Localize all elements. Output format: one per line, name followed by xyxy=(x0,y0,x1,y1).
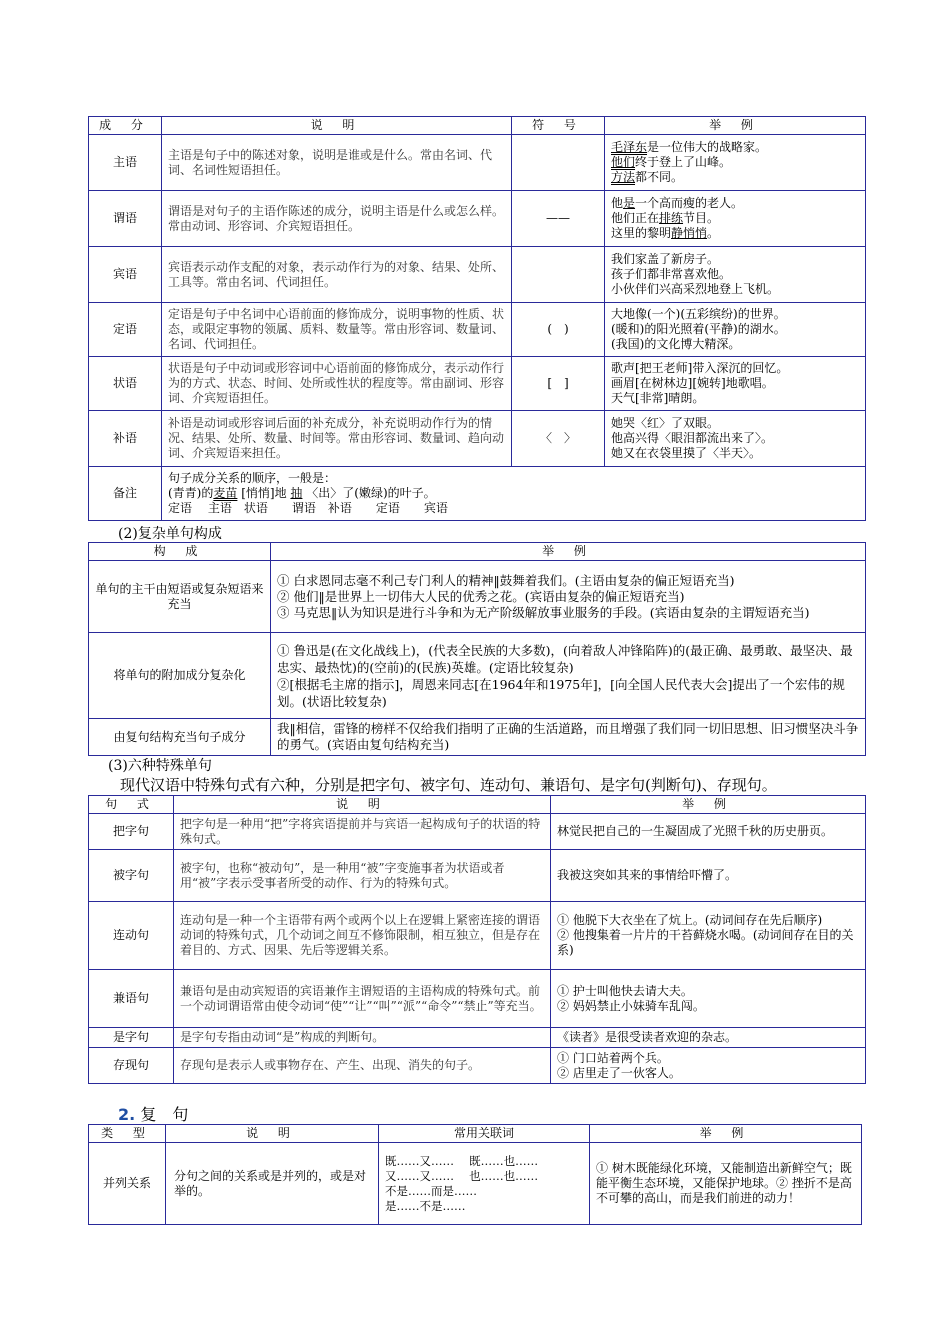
component-symbol: [ ] xyxy=(512,357,605,411)
compound-sentence-table xyxy=(88,1124,862,1225)
table-row xyxy=(89,357,866,411)
table-row xyxy=(89,411,866,467)
pattern-desc: 被字句，也称“被动句”，是一种用“被”字变施事者为状语或者用“被”字表示受事者所受的动作、行为的特殊句式。 xyxy=(174,850,551,902)
pattern-desc: 连动句是一种一个主语带有两个或两个以上在逻辑上紧密连接的谓语动词的特殊句式，几个动词之间互不修饰限制，相互独立，但是存在着目的、方式、因果、先后等逻辑关系。 xyxy=(174,902,551,970)
construct-example: ① 鲁迅是(在文化战线上)，(代表全民族的大多数)，(向着敌人冲锋陷阵)的(最正确、最勇敢、最坚决、最忠实、最热忱)的(空前)的(民族)英雄。(定语比较复杂) ②[根据毛主席的指示]，周恩来同志[在1964年和1975年]，[向全国人民代表大会]提出了一个宏伟的规划。(状语比较复杂) xyxy=(271,633,866,719)
construct-example: ① 白求恩同志毫不利己专门利人的精神‖鼓舞着我们。(主语由复杂的偏正短语充当) ② 他们‖是世界上一切伟大人民的优秀之花。(宾语由复杂的偏正短语充当) ③ 马克思‖认为知识是进行斗争和为无产阶级解放事业服务的手段。(宾语由复杂的主谓短语充当) xyxy=(271,561,866,633)
table-row xyxy=(89,719,866,756)
special-sentence-table xyxy=(88,795,866,1084)
header-cell: 构 成 xyxy=(89,543,271,561)
table-row xyxy=(89,633,866,719)
component-name: 主语 xyxy=(89,135,162,191)
construct-name: 由复句结构充当句子成分 xyxy=(89,719,271,756)
header-cell: 符 号 xyxy=(512,117,605,135)
header-cell: 常用关联词 xyxy=(379,1125,590,1143)
component-example: 她哭〈红〉了双眼。 他高兴得〈眼泪都流出来了〉。 她又在衣袋里摸了〈半天〉。 xyxy=(605,411,866,467)
component-name: 状语 xyxy=(89,357,162,411)
construct-example: 我‖相信，雷锋的榜样不仅给我们指明了正确的生活道路，而且增强了我们同一切旧思想、旧习惯坚决斗争的勇气。(宾语由复句结构充当) xyxy=(271,719,866,756)
pattern-desc: 是字句专指由动词“是”构成的判断句。 xyxy=(174,1028,551,1048)
table-row xyxy=(89,561,866,633)
component-example: 他是一个高而瘦的老人。 他们正在排练节目。 这里的黎明静悄悄。 xyxy=(605,191,866,247)
pattern-name: 连动句 xyxy=(89,902,174,970)
header-cell: 成 分 xyxy=(89,117,162,135)
header-cell: 说 明 xyxy=(162,117,512,135)
section-title-special: (3)六种特殊单句 xyxy=(108,758,212,774)
table-row xyxy=(89,850,866,902)
section-heading-compound xyxy=(118,1102,188,1125)
relation-words: 既……又…… 既……也…… 又……又…… 也……也…… 不是……而是…… 是……不是…… xyxy=(379,1143,590,1225)
pattern-name: 把字句 xyxy=(89,814,174,850)
component-name: 谓语 xyxy=(89,191,162,247)
header-cell: 句 式 xyxy=(89,796,174,814)
component-desc: 补语是动词或形容词后面的补充成分，补充说明动作行为的情况、结果、处所、数量、时间等。常由形容词、数量词、趋向动词、介宾短语来担任。 xyxy=(162,411,512,467)
section-number: 2. xyxy=(118,1105,136,1124)
component-desc: 定语是句子中名词中心语前面的修饰成分，说明事物的性质、状态，或限定事物的领属、质料、数量等。常由形容词、数量词、名词、代词担任。 xyxy=(162,303,512,357)
relation-desc: 分句之间的关系或是并列的，或是对举的。 xyxy=(166,1143,379,1225)
header-cell: 说 明 xyxy=(166,1125,379,1143)
component-desc: 主语是句子中的陈述对象，说明是谁或是什么。常由名词、代词、名词性短语担任。 xyxy=(162,135,512,191)
pattern-example: 我被这突如其来的事情给吓懵了。 xyxy=(551,850,866,902)
header-cell: 举 例 xyxy=(551,796,866,814)
table-header xyxy=(89,1125,862,1143)
table-row xyxy=(89,247,866,303)
component-symbol: —— xyxy=(512,191,605,247)
table-header xyxy=(89,796,866,814)
table-header xyxy=(89,543,866,561)
pattern-desc: 存现句是表示人或事物存在、产生、出现、消失的句子。 xyxy=(174,1048,551,1084)
pattern-name: 被字句 xyxy=(89,850,174,902)
note-label: 备注 xyxy=(89,467,162,521)
section-heading-text: 复 句 xyxy=(140,1105,189,1124)
table-row xyxy=(89,902,866,970)
pattern-example: 林觉民把自己的一生凝固成了光照千秋的历史册页。 xyxy=(551,814,866,850)
component-example: 毛泽东是一位伟大的战略家。 他们终于登上了山峰。 方法都不同。 xyxy=(605,135,866,191)
pattern-name: 兼语句 xyxy=(89,970,174,1028)
note-row xyxy=(89,467,866,521)
component-desc: 宾语表示动作支配的对象，表示动作行为的对象、结果、处所、工具等。常由名词、代词担任。 xyxy=(162,247,512,303)
construct-name: 单句的主干由短语或复杂短语来充当 xyxy=(89,561,271,633)
component-desc: 谓语是对句子的主语作陈述的成分，说明主语是什么或怎么样。常由动词、形容词、介宾短语担任。 xyxy=(162,191,512,247)
header-cell: 说 明 xyxy=(174,796,551,814)
table-row xyxy=(89,135,866,191)
pattern-desc: 把字句是一种用“把”字将宾语提前并与宾语一起构成句子的状语的特殊句式。 xyxy=(174,814,551,850)
header-cell: 举 例 xyxy=(590,1125,862,1143)
pattern-example: ① 他脱下大衣坐在了炕上。(动词间存在先后顺序) ② 他搜集着一片片的干苔藓烧水喝。(动词间存在目的关系) xyxy=(551,902,866,970)
component-symbol: 〈 〉 xyxy=(512,411,605,467)
table-header xyxy=(89,117,866,135)
table-row xyxy=(89,1048,866,1084)
component-name: 补语 xyxy=(89,411,162,467)
relation-name: 并列关系 xyxy=(89,1143,166,1225)
header-cell: 举 例 xyxy=(271,543,866,561)
section-title-complex: (2)复杂单句构成 xyxy=(118,526,222,542)
component-example: 我们家盖了新房子。 孩子们都非常喜欢他。 小伙伴们兴高采烈地登上飞机。 xyxy=(605,247,866,303)
component-symbol: ( ) xyxy=(512,303,605,357)
pattern-example: ① 护士叫他快去请大夫。 ② 妈妈禁止小妹骑车乱闯。 xyxy=(551,970,866,1028)
component-name: 定语 xyxy=(89,303,162,357)
component-symbol xyxy=(512,135,605,191)
component-symbol xyxy=(512,247,605,303)
component-desc: 状语是句子中动词或形容词中心语前面的修饰成分，表示动作行为的方式、状态、时间、处所或性状的程度等。常由副词、形容词、介宾短语担任。 xyxy=(162,357,512,411)
pattern-example: ① 门口站着两个兵。 ② 店里走了一伙客人。 xyxy=(551,1048,866,1084)
table-row xyxy=(89,191,866,247)
component-example: 大地像(一个)(五彩缤纷)的世界。 (暖和)的阳光照着(平静)的湖水。 (我国)的文化博大精深。 xyxy=(605,303,866,357)
pattern-name: 是字句 xyxy=(89,1028,174,1048)
table-row xyxy=(89,970,866,1028)
component-name: 宾语 xyxy=(89,247,162,303)
pattern-example: 《读者》是很受读者欢迎的杂志。 xyxy=(551,1028,866,1048)
pattern-desc: 兼语句是由动宾短语的宾语兼作主谓短语的主语构成的特殊句式。前一个动词谓语常由使令动词“使”“让”“叫”“派”“命令”“禁止”等充当。 xyxy=(174,970,551,1028)
table-row xyxy=(89,303,866,357)
pattern-name: 存现句 xyxy=(89,1048,174,1084)
table-row xyxy=(89,1143,862,1225)
relation-example: ① 树木既能绿化环境，又能制造出新鲜空气；既能平衡生态环境，又能保护地球。② 挫折不是高不可攀的高山，而是我们前进的动力！ xyxy=(590,1143,862,1225)
complex-sentence-table xyxy=(88,542,866,756)
note-content: 句子成分关系的顺序，一般是： (青青)的麦苗 [悄悄]地 抽 〈出〉了(嫩绿)的叶子。 定语 主语 状语 谓语 补语 定语 宾语 xyxy=(162,467,866,521)
table-row xyxy=(89,1028,866,1048)
component-example: 歌声[把王老师]带入深沉的回忆。 画眉[在树林边][婉转]地歌唱。 天气[非常]晴朗。 xyxy=(605,357,866,411)
header-cell: 类 型 xyxy=(89,1125,166,1143)
construct-name: 将单句的附加成分复杂化 xyxy=(89,633,271,719)
table-row xyxy=(89,814,866,850)
components-table xyxy=(88,116,866,521)
header-cell: 举 例 xyxy=(605,117,866,135)
section-intro: 现代汉语中特殊句式有六种，分别是把字句、被字句、连动句、兼语句、是字句(判断句)、存现句。 xyxy=(120,776,777,794)
